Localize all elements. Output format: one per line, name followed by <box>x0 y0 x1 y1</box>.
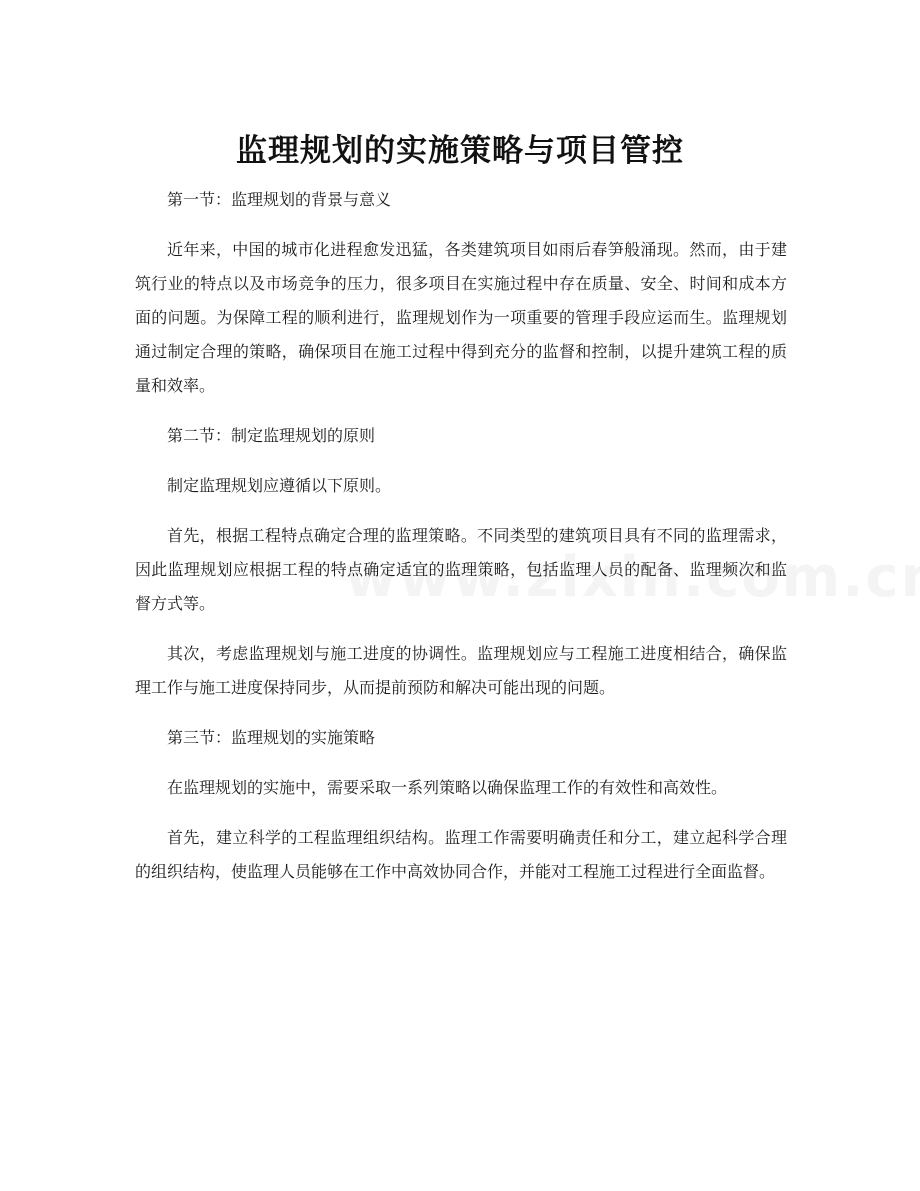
paragraph: 其次，考虑监理规划与施工进度的协调性。监理规划应与工程施工进度相结合，确保监理工作与施工进度保持同步，从而提前预防和解决可能出现的问题。 <box>135 644 787 697</box>
document-body <box>135 183 787 905</box>
paragraph: 近年来，中国的城市化进程愈发迅猛，各类建筑项目如雨后春笋般涌现。然而，由于建筑行业的特点以及市场竞争的压力，很多项目在实施过程中存在质量、安全、时间和成本方面的问题。为保障工程的顺利进行，监理规划作为一项重要的管理手段应运而生。监理规划通过制定合理的策略，确保项目在施工过程中得到充分的监督和控制，以提升建筑工程的质量和效率。 <box>135 240 787 395</box>
paragraph: 首先，根据工程特点确定合理的监理策略。不同类型的建筑项目具有不同的监理需求，因此监理规划应根据工程的特点确定适宜的监理策略，包括监理人员的配备、监理频次和监督方式等。 <box>135 526 787 613</box>
section-heading-2: 第二节：制定监理规划的原则 <box>167 426 376 445</box>
paragraph: 首先，建立科学的工程监理组织结构。监理工作需要明确责任和分工，建立起科学合理的组织结构，使监理人员能够在工作中高效协同合作，并能对工程施工过程进行全面监督。 <box>135 828 787 881</box>
paragraph: 在监理规划的实施中，需要采取一系列策略以确保监理工作的有效性和高效性。 <box>167 778 728 797</box>
section-heading-3: 第三节：监理规划的实施策略 <box>167 728 376 747</box>
paragraph: 制定监理规划应遵循以下原则。 <box>167 476 392 495</box>
section-heading-1: 第一节：监理规划的背景与意义 <box>167 190 392 209</box>
page-title: 监理规划的实施策略与项目管控 <box>236 132 684 169</box>
